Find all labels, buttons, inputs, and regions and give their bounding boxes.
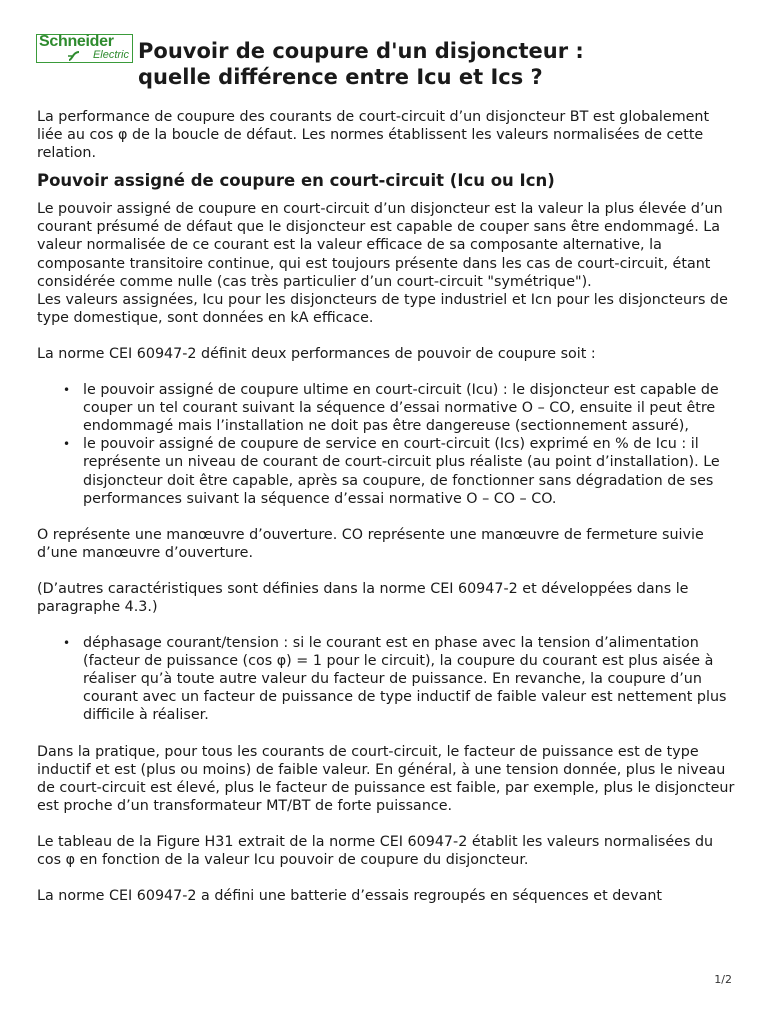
logo-subtext: Electric	[92, 49, 129, 61]
bullet-list-1	[37, 381, 737, 508]
bullet-list-2	[37, 634, 737, 724]
title-line-2: quelle différence entre Icu et Ics ?	[138, 65, 543, 89]
title-line-1: Pouvoir de coupure d'un disjoncteur :	[138, 39, 584, 63]
page-number: 1/2	[714, 973, 732, 986]
list-item: • déphasage courant/tension : si le courant est en phase avec la tension d’alimentation (facteur de puissance (cos φ) = 1 pour le circuit), la coupure du courant est plus aisée à réaliser qu’à toute autre valeur du facteur de puissance. En revanche, la coupure d’un courant avec un facteur de puissance de type inductif de faible valeur est nettement plus difficile à réaliser.	[83, 634, 737, 724]
logo-wordmark: Schneider	[39, 33, 114, 50]
page-title	[138, 38, 584, 90]
document-body	[37, 108, 737, 905]
schneider-logo	[36, 34, 133, 63]
header	[36, 34, 736, 94]
section-heading: Pouvoir assigné de coupure en court-circuit (Icu ou Icn)	[37, 171, 555, 191]
logo-swoosh-icon	[67, 50, 81, 62]
paragraph-4: O représente une manœuvre d’ouverture. CO représente une manœuvre de fermeture suivie d’une manœuvre d’ouverture.	[37, 526, 704, 561]
paragraph-6: Dans la pratique, pour tous les courants de court-circuit, le facteur de puissance est de type inductif et est (plus ou moins) de faible valeur. En général, à une tension donnée, plus le niveau de court-circuit est élevé, plus le facteur de puissance est faible, par exemple, plus le disjoncteur est proche d’un transformateur MT/BT de forte puissance.	[37, 743, 735, 814]
list-item: • le pouvoir assigné de coupure ultime en court-circuit (Icu) : le disjoncteur est capable de couper un tel courant suivant la séquence d’essai normative O – CO, ensuite il peut être endommagé mais l’installation ne doit pas être dangereuse (sectionnement assuré),	[83, 381, 737, 435]
paragraph-2: Les valeurs assignées, Icu pour les disjoncteurs de type industriel et Icn pour les disjoncteurs de type domestique, sont données en kA efficace.	[37, 291, 728, 326]
paragraph-3: La norme CEI 60947-2 définit deux performances de pouvoir de coupure soit :	[37, 345, 596, 362]
list-item: • le pouvoir assigné de coupure de service en court-circuit (Ics) exprimé en % de Icu : il représente un niveau de courant de court-circuit plus réaliste (au point d’installation). Le disjoncteur doit être capable, après sa coupure, de fonctionner sans dégradation de ses performances suivant la séquence d’essai normative O – CO – CO.	[83, 435, 737, 507]
paragraph-8: La norme CEI 60947-2 a défini une batterie d’essais regroupés en séquences et devant	[37, 888, 662, 905]
intro-paragraph: La performance de coupure des courants de court-circuit d’un disjoncteur BT est globalement liée au cos φ de la boucle de défaut. Les normes établissent les valeurs normalisées de cette relation.	[37, 109, 710, 162]
paragraph-5: (D’autres caractéristiques sont définies dans la norme CEI 60947-2 et développées dans le paragraphe 4.3.)	[37, 580, 689, 615]
paragraph-1: Le pouvoir assigné de coupure en court-circuit d’un disjoncteur est la valeur la plus élevée d’un courant présumé de défaut que le disjoncteur est capable de couper sans être endommagé. La valeur normalisée de ce courant est la valeur efficace de sa composante alternative, la composante transitoire continue, qui est toujours présente dans les cas de court-circuit, étant considérée comme nulle (cas très particulier d’un court-circuit "symétrique").	[37, 201, 723, 290]
paragraph-7: Le tableau de la Figure H31 extrait de la norme CEI 60947-2 établit les valeurs normalisées du cos φ en fonction de la valeur Icu pouvoir de coupure du disjoncteur.	[37, 833, 714, 868]
